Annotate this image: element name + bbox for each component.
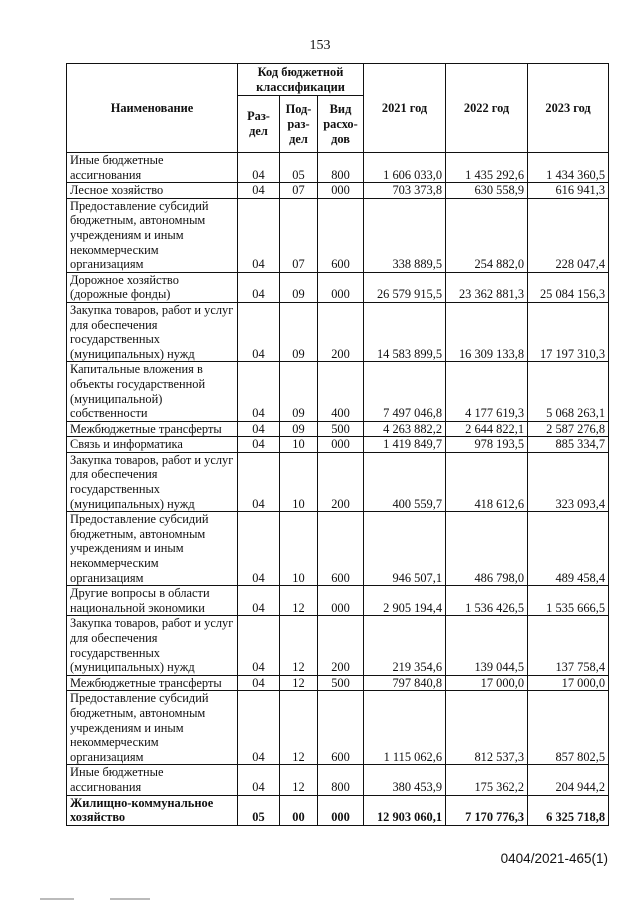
row-razdel: 04 <box>238 272 280 302</box>
table-row <box>67 183 609 199</box>
row-vid: 800 <box>318 765 364 795</box>
table-row <box>67 437 609 453</box>
table-row <box>67 452 609 511</box>
row-value-2023: 616 941,3 <box>528 183 609 199</box>
row-name: Иные бюджетные ассигнования <box>67 765 238 795</box>
row-razdel: 04 <box>238 691 280 765</box>
row-name: Предоставление субсидий бюджетным, автономным учреждениям и иным некоммерческим организациям <box>67 512 238 586</box>
row-vid: 000 <box>318 183 364 199</box>
row-value-2021: 1 419 849,7 <box>364 437 446 453</box>
row-podrazdel: 05 <box>280 153 318 183</box>
row-vid: 500 <box>318 421 364 437</box>
row-value-2023: 17 000,0 <box>528 675 609 691</box>
row-value-2021: 1 115 062,6 <box>364 691 446 765</box>
row-value-2022: 1 435 292,6 <box>446 153 528 183</box>
row-razdel: 04 <box>238 452 280 511</box>
row-vid: 000 <box>318 795 364 825</box>
row-razdel: 04 <box>238 437 280 453</box>
row-podrazdel: 09 <box>280 362 318 421</box>
row-razdel: 04 <box>238 183 280 199</box>
row-name: Межбюджетные трансферты <box>67 421 238 437</box>
row-vid: 600 <box>318 512 364 586</box>
row-razdel: 04 <box>238 765 280 795</box>
row-value-2022: 17 000,0 <box>446 675 528 691</box>
row-value-2022: 978 193,5 <box>446 437 528 453</box>
row-value-2022: 4 177 619,3 <box>446 362 528 421</box>
row-razdel: 04 <box>238 675 280 691</box>
header-podrazdel: Под- раз- дел <box>280 96 318 153</box>
row-value-2022: 2 644 822,1 <box>446 421 528 437</box>
row-razdel: 04 <box>238 198 280 272</box>
row-value-2022: 486 798,0 <box>446 512 528 586</box>
row-value-2021: 703 373,8 <box>364 183 446 199</box>
header-2022: 2022 год <box>446 64 528 153</box>
row-razdel: 04 <box>238 362 280 421</box>
row-value-2023: 17 197 310,3 <box>528 302 609 361</box>
row-value-2022: 418 612,6 <box>446 452 528 511</box>
row-value-2023: 1 535 666,5 <box>528 586 609 616</box>
table-row <box>67 765 609 795</box>
table-row <box>67 691 609 765</box>
row-value-2023: 885 334,7 <box>528 437 609 453</box>
row-value-2021: 26 579 915,5 <box>364 272 446 302</box>
row-name: Лесное хозяйство <box>67 183 238 199</box>
row-podrazdel: 00 <box>280 795 318 825</box>
row-podrazdel: 09 <box>280 272 318 302</box>
row-value-2023: 6 325 718,8 <box>528 795 609 825</box>
table-body <box>67 153 609 826</box>
row-razdel: 04 <box>238 512 280 586</box>
budget-table <box>66 63 609 826</box>
row-name: Закупка товаров, работ и услуг для обеспечения государственных (муниципальных) нужд <box>67 452 238 511</box>
row-name: Иные бюджетные ассигнования <box>67 153 238 183</box>
row-value-2023: 489 458,4 <box>528 512 609 586</box>
row-vid: 000 <box>318 272 364 302</box>
row-name: Закупка товаров, работ и услуг для обеспечения государственных (муниципальных) нужд <box>67 616 238 675</box>
row-podrazdel: 07 <box>280 183 318 199</box>
table-row <box>67 616 609 675</box>
header-razdel: Раз- дел <box>238 96 280 153</box>
row-podrazdel: 09 <box>280 302 318 361</box>
row-vid: 200 <box>318 616 364 675</box>
row-name: Жилищно-коммунальное хозяйство <box>67 795 238 825</box>
table-row <box>67 512 609 586</box>
row-razdel: 04 <box>238 616 280 675</box>
table-row <box>67 272 609 302</box>
row-value-2022: 630 558,9 <box>446 183 528 199</box>
row-name: Капитальные вложения в объекты государственной (муниципальной) собственности <box>67 362 238 421</box>
row-value-2022: 16 309 133,8 <box>446 302 528 361</box>
row-vid: 800 <box>318 153 364 183</box>
row-name: Межбюджетные трансферты <box>67 675 238 691</box>
row-razdel: 04 <box>238 586 280 616</box>
table-row <box>67 675 609 691</box>
row-value-2023: 228 047,4 <box>528 198 609 272</box>
row-razdel: 05 <box>238 795 280 825</box>
row-value-2022: 254 882,0 <box>446 198 528 272</box>
row-podrazdel: 09 <box>280 421 318 437</box>
table-row <box>67 153 609 183</box>
scan-mark <box>40 898 74 900</box>
row-value-2021: 338 889,5 <box>364 198 446 272</box>
row-podrazdel: 07 <box>280 198 318 272</box>
table-row <box>67 586 609 616</box>
row-value-2021: 2 905 194,4 <box>364 586 446 616</box>
row-value-2021: 380 453,9 <box>364 765 446 795</box>
row-value-2022: 175 362,2 <box>446 765 528 795</box>
header-2021: 2021 год <box>364 64 446 153</box>
row-value-2022: 812 537,3 <box>446 691 528 765</box>
row-name: Дорожное хозяйство (дорожные фонды) <box>67 272 238 302</box>
header-vid: Вид расхо- дов <box>318 96 364 153</box>
table-header <box>67 64 609 153</box>
header-name: Наименование <box>67 64 238 153</box>
row-value-2022: 7 170 776,3 <box>446 795 528 825</box>
row-podrazdel: 12 <box>280 765 318 795</box>
row-name: Связь и информатика <box>67 437 238 453</box>
row-value-2022: 1 536 426,5 <box>446 586 528 616</box>
row-razdel: 04 <box>238 153 280 183</box>
row-podrazdel: 12 <box>280 691 318 765</box>
row-vid: 200 <box>318 452 364 511</box>
table-row <box>67 362 609 421</box>
row-value-2023: 5 068 263,1 <box>528 362 609 421</box>
row-vid: 400 <box>318 362 364 421</box>
header-code-group: Код бюджетной классификации <box>238 64 364 96</box>
table-row <box>67 198 609 272</box>
row-value-2021: 7 497 046,8 <box>364 362 446 421</box>
row-podrazdel: 12 <box>280 616 318 675</box>
row-razdel: 04 <box>238 421 280 437</box>
row-podrazdel: 10 <box>280 437 318 453</box>
row-vid: 000 <box>318 586 364 616</box>
row-podrazdel: 10 <box>280 452 318 511</box>
row-vid: 500 <box>318 675 364 691</box>
row-podrazdel: 10 <box>280 512 318 586</box>
row-vid: 600 <box>318 691 364 765</box>
header-2023: 2023 год <box>528 64 609 153</box>
page-number: 153 <box>309 38 331 53</box>
row-value-2021: 946 507,1 <box>364 512 446 586</box>
row-value-2023: 1 434 360,5 <box>528 153 609 183</box>
row-value-2021: 1 606 033,0 <box>364 153 446 183</box>
scan-mark <box>110 898 150 900</box>
row-vid: 200 <box>318 302 364 361</box>
row-value-2023: 25 084 156,3 <box>528 272 609 302</box>
row-value-2022: 23 362 881,3 <box>446 272 528 302</box>
row-value-2021: 219 354,6 <box>364 616 446 675</box>
row-razdel: 04 <box>238 302 280 361</box>
row-value-2021: 14 583 899,5 <box>364 302 446 361</box>
row-value-2021: 4 263 882,2 <box>364 421 446 437</box>
row-value-2023: 2 587 276,8 <box>528 421 609 437</box>
table-row <box>67 302 609 361</box>
row-podrazdel: 12 <box>280 586 318 616</box>
row-value-2021: 797 840,8 <box>364 675 446 691</box>
table-row <box>67 795 609 825</box>
row-value-2021: 400 559,7 <box>364 452 446 511</box>
row-name: Предоставление субсидий бюджетным, автономным учреждениям и иным некоммерческим организациям <box>67 198 238 272</box>
row-value-2023: 137 758,4 <box>528 616 609 675</box>
row-value-2023: 857 802,5 <box>528 691 609 765</box>
row-value-2023: 323 093,4 <box>528 452 609 511</box>
row-name: Другие вопросы в области национальной экономики <box>67 586 238 616</box>
row-vid: 600 <box>318 198 364 272</box>
row-value-2021: 12 903 060,1 <box>364 795 446 825</box>
table-row <box>67 421 609 437</box>
row-name: Предоставление субсидий бюджетным, автономным учреждениям и иным некоммерческим организациям <box>67 691 238 765</box>
row-podrazdel: 12 <box>280 675 318 691</box>
document-code: 0404/2021-465(1) <box>500 851 608 866</box>
row-name: Закупка товаров, работ и услуг для обеспечения государственных (муниципальных) нужд <box>67 302 238 361</box>
row-vid: 000 <box>318 437 364 453</box>
row-value-2022: 139 044,5 <box>446 616 528 675</box>
row-value-2023: 204 944,2 <box>528 765 609 795</box>
